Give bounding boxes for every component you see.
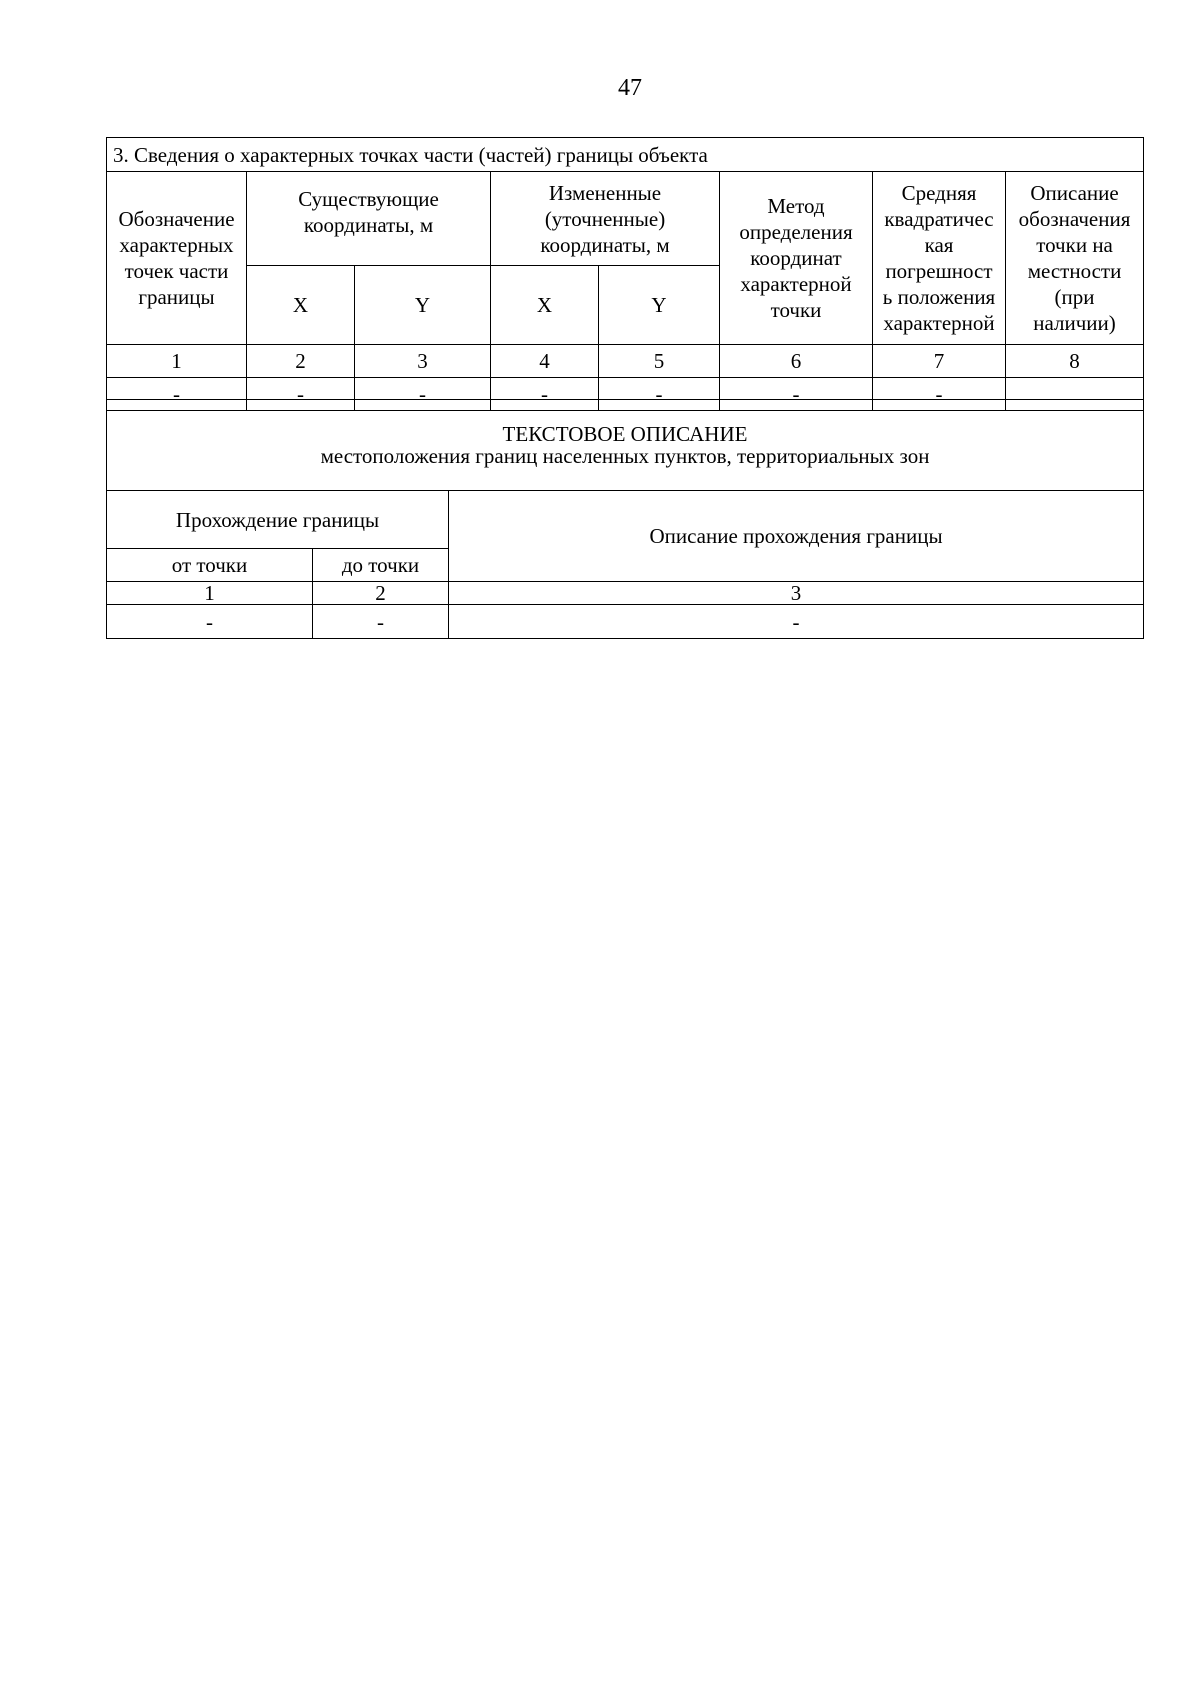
header-line: определения xyxy=(739,220,853,244)
header-line: точки на xyxy=(1036,233,1113,257)
header-line: Метод xyxy=(767,194,825,218)
header-point-description xyxy=(1006,172,1144,345)
column-number: 5 xyxy=(599,345,720,378)
table-cell: - xyxy=(313,605,449,639)
table-cell: - xyxy=(491,378,599,411)
subheader-changed-x: X xyxy=(491,266,599,345)
header-line: наличии) xyxy=(1033,311,1116,335)
header-line: обозначения xyxy=(1018,207,1131,231)
header-line: координат xyxy=(750,246,842,270)
column-number: 6 xyxy=(720,345,873,378)
table-cell: - xyxy=(107,378,247,411)
header-line: точки xyxy=(770,298,822,322)
header-line: характерных xyxy=(119,233,234,257)
table-cell: - xyxy=(873,378,1006,411)
text-description-title: ТЕКСТОВОЕ ОПИСАНИЕ xyxy=(502,422,748,446)
header-line: характерной xyxy=(883,311,995,335)
text-description-subtitle: местоположения границ населенных пунктов, территориальных зон xyxy=(320,444,930,468)
header-point-designation xyxy=(107,172,247,345)
column-number: 2 xyxy=(313,582,449,605)
subheader-existing-y: Y xyxy=(355,266,491,345)
table-cell: - xyxy=(720,378,873,411)
header-line: (при xyxy=(1054,285,1095,309)
header-mean-square-error xyxy=(873,172,1006,345)
header-determination-method xyxy=(720,172,873,345)
page-number: 47 xyxy=(618,75,642,101)
header-line: местности xyxy=(1027,259,1122,283)
characteristic-points-table xyxy=(106,137,1144,411)
subheader-existing-x: X xyxy=(247,266,355,345)
table-cell: - xyxy=(355,378,491,411)
header-line: погрешност xyxy=(885,259,993,283)
column-number: 3 xyxy=(449,582,1144,605)
column-number: 2 xyxy=(247,345,355,378)
header-line: квадратичес xyxy=(884,207,994,231)
column-number: 1 xyxy=(107,582,313,605)
section-title: 3. Сведения о характерных точках части (частей) границы объекта xyxy=(107,138,1144,172)
text-description-heading xyxy=(107,400,1144,491)
header-line: Описание xyxy=(1030,181,1119,205)
header-line: точек части xyxy=(124,259,229,283)
header-line: характерной xyxy=(740,272,852,296)
table-row xyxy=(107,605,1144,639)
header-line: ь положения xyxy=(882,285,996,309)
header-line: Измененные xyxy=(548,180,662,205)
column-number: 7 xyxy=(873,345,1006,378)
boundary-text-description-table xyxy=(106,399,1144,639)
header-line: (уточненные) xyxy=(544,206,666,231)
header-boundary-passage: Прохождение границы xyxy=(107,491,449,549)
header-line: Обозначение xyxy=(118,207,235,231)
header-line: кая xyxy=(924,233,954,257)
table-cell: - xyxy=(449,605,1144,639)
column-number: 4 xyxy=(491,345,599,378)
header-line: границы xyxy=(138,285,215,309)
header-line: Существующие xyxy=(298,187,439,211)
header-existing-coordinates xyxy=(247,172,491,266)
header-line: координаты, м xyxy=(303,213,434,237)
table-cell: - xyxy=(247,378,355,411)
column-number: 8 xyxy=(1006,345,1144,378)
header-line: Средняя xyxy=(901,181,977,205)
subheader-changed-y: Y xyxy=(599,266,720,345)
table-cell: - xyxy=(107,605,313,639)
table-cell: - xyxy=(599,378,720,411)
header-to-point: до точки xyxy=(313,549,449,582)
column-number: 1 xyxy=(107,345,247,378)
header-changed-coordinates xyxy=(491,172,720,266)
header-from-point: от точки xyxy=(107,549,313,582)
header-passage-description: Описание прохождения границы xyxy=(449,491,1144,582)
header-line: координаты, м xyxy=(540,232,670,257)
column-number: 3 xyxy=(355,345,491,378)
